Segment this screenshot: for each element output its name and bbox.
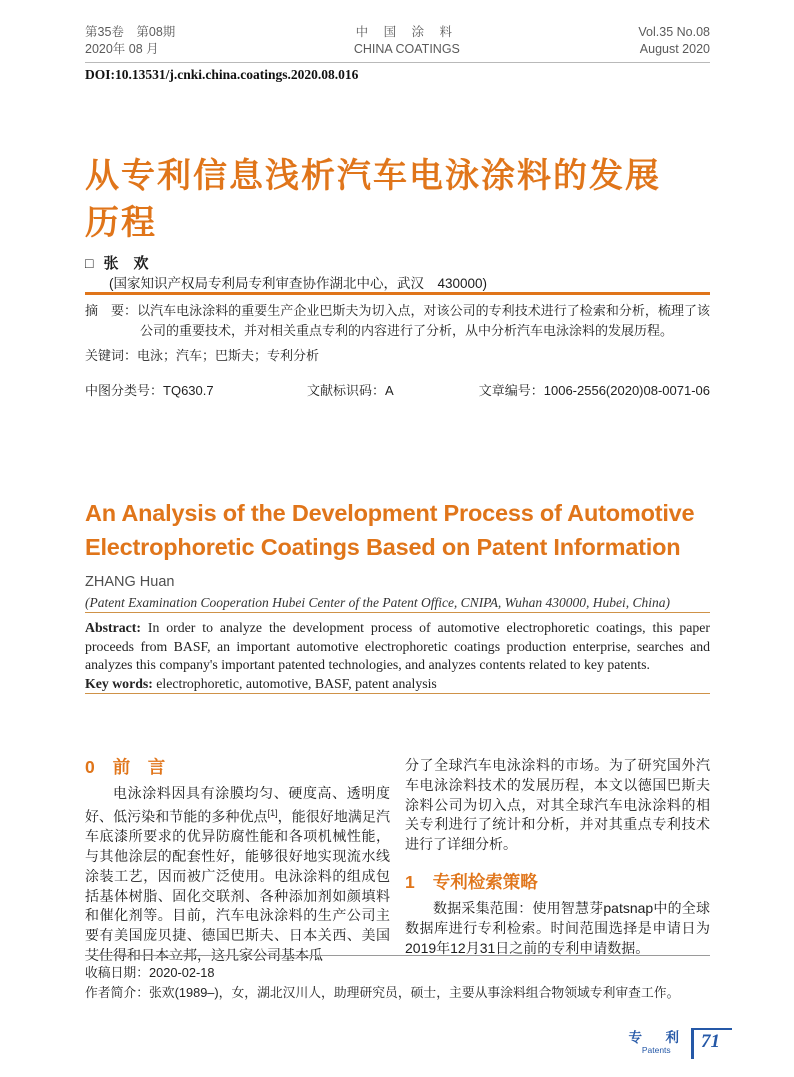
orange-rule-thick bbox=[85, 292, 710, 295]
section0-text-b: ，能很好地满足汽车底漆所要求的优异防腐性能和各项机械性能，与其他涂层的配套性好，能够很好地实现流水线涂装工艺，因而被广泛使用。电泳涂料的组成包括基体树脂、固化交联剂、各种添加剂如颜填料和催化剂等。目前，汽车电泳涂料的生产公司主要有美国庞贝捷、德国巴斯夫、日本关西、美国艾仕得和日本立邦，这几家公司基本瓜 bbox=[85, 808, 390, 964]
issue-info-en bbox=[638, 24, 710, 58]
article-id-value: 1006-2556(2020)08-0071-06 bbox=[543, 383, 710, 398]
footnote-block bbox=[85, 955, 710, 1003]
article-title-en: An Analysis of the Development Process of Automotive Electrophoretic Coatings Based on Patent Information bbox=[85, 500, 695, 560]
abstract-en bbox=[85, 619, 710, 675]
keywords-cn bbox=[85, 346, 710, 366]
clc-number bbox=[85, 381, 307, 401]
abstract-block-cn bbox=[85, 301, 710, 401]
header-divider bbox=[85, 62, 710, 63]
abstract-label-cn: 摘 要： bbox=[85, 303, 138, 318]
body-columns bbox=[85, 756, 710, 966]
doc-code-label: 文献标识码： bbox=[307, 383, 386, 398]
journal-name-cn: 中 国 涂 料 bbox=[355, 25, 459, 39]
author-marker-icon: □ bbox=[85, 254, 94, 271]
keywords-text-en: electrophoretic, automotive, BASF, patent analysis bbox=[152, 675, 437, 691]
section1-paragraph: 数据采集范围：使用智慧芽patsnap中的全球数据库进行专利检索。时间范围选择是申请日为2019年12月31日之前的专利申请数据。 bbox=[405, 899, 710, 956]
article-id bbox=[479, 381, 710, 401]
page-marker-cn: 专 利 bbox=[628, 1030, 684, 1045]
section-title-0: 前 言 bbox=[112, 757, 166, 777]
section-heading-0 bbox=[85, 756, 390, 778]
continued-paragraph: 分了全球汽车电泳涂料的市场。为了研究国外汽车电泳涂料技术的发展历程，本文以德国巴斯夫涂料公司为切入点，对其全球汽车电泳涂料的相关专利进行了统计和分析，并对其重点专利技术进行了详细分析。 bbox=[405, 757, 710, 853]
issue-date-en: August 2020 bbox=[639, 42, 710, 56]
classification-row bbox=[85, 381, 710, 401]
section-title-1: 专利检索策略 bbox=[432, 871, 538, 892]
clc-value: TQ630.7 bbox=[163, 383, 214, 398]
orange-rule-thin-bottom bbox=[85, 693, 710, 694]
right-column bbox=[405, 756, 710, 966]
affiliation-cn: (国家知识产权局专利局专利审查协作湖北中心，武汉 430000) bbox=[109, 276, 488, 291]
journal-name-en: CHINA COATINGS bbox=[353, 42, 460, 56]
keywords-en bbox=[85, 675, 710, 694]
orange-rule-thin-top bbox=[85, 612, 710, 613]
citation-ref-1: [1] bbox=[267, 807, 278, 818]
doc-code-value: A bbox=[385, 383, 394, 398]
clc-label: 中图分类号： bbox=[85, 383, 164, 398]
page-marker-en: Patents bbox=[641, 1045, 671, 1055]
page-marker bbox=[629, 1028, 733, 1059]
section-number-1: 1 bbox=[405, 871, 415, 892]
section-heading-1 bbox=[405, 871, 710, 893]
issue-vol-en: Vol.35 No.08 bbox=[638, 25, 710, 39]
section0-paragraph bbox=[85, 784, 390, 966]
page-number: 71 bbox=[701, 1031, 720, 1052]
abstract-text-cn: 以汽车电泳涂料的重要生产企业巴斯夫为切入点，对该公司的专利技术进行了检索和分析，梳理了该公司的重要技术，并对相关重点专利的内容进行了分析，从中分析汽车电泳涂料的发展历程。 bbox=[137, 303, 710, 338]
section-number-0: 0 bbox=[85, 757, 95, 777]
doc-code bbox=[307, 381, 479, 401]
keywords-text-cn: 电泳；汽车；巴斯夫；专利分析 bbox=[137, 348, 320, 363]
abstract-cn bbox=[85, 301, 710, 341]
affiliation-en: (Patent Examination Cooperation Hubei Center of the Patent Office, CNIPA, Wuhan 430000, Hubei, China) bbox=[85, 595, 671, 610]
journal-name bbox=[354, 24, 460, 58]
issue-info-cn bbox=[85, 24, 175, 58]
abstract-block-en bbox=[85, 619, 710, 693]
abstract-label-en: Abstract: bbox=[85, 620, 141, 635]
keywords-label-en: Key words: bbox=[85, 675, 153, 691]
author-bio-label: 作者简介： bbox=[85, 985, 149, 1000]
keywords-label-cn: 关键词： bbox=[85, 348, 138, 363]
journal-header bbox=[85, 24, 710, 83]
author-name-cn: 张 欢 bbox=[103, 255, 149, 272]
author-name-en: ZHANG Huan bbox=[85, 574, 175, 590]
left-column bbox=[85, 756, 390, 966]
received-date-label: 收稿日期： bbox=[85, 965, 149, 980]
received-date-value: 2020-02-18 bbox=[148, 965, 215, 980]
doi: DOI:10.13531/j.cnki.china.coatings.2020.08.016 bbox=[85, 67, 359, 82]
issue-date-cn: 2020年 08 月 bbox=[85, 42, 159, 56]
author-line-cn bbox=[85, 252, 710, 273]
received-date-line bbox=[85, 963, 710, 983]
page-marker-labels bbox=[629, 1028, 685, 1055]
author-bio-text: 张欢(1989–)，女，湖北汉川人，助理研究员，硕士，主要从事涂料组合物领域专利审查工作。 bbox=[148, 985, 680, 1000]
page-number-bracket bbox=[691, 1028, 732, 1059]
author-bio-line bbox=[85, 983, 710, 1003]
abstract-text-en: In order to analyze the development process of automotive electrophoretic coatings, this paper proceeds from BASF, an important automotive electrophoretic coatings production enterprise, searches and analyzes this company's important patented technologies, and analyzes contents related to key patents. bbox=[85, 620, 710, 672]
section0-text-a: 电泳涂料因具有涂膜均匀、硬度高、透明度好、低污染和节能的多种优点 bbox=[85, 785, 390, 825]
issue-vol-cn: 第35卷 第08期 bbox=[85, 25, 176, 39]
article-title-cn: 从专利信息浅析汽车电泳涂料的发展历程 bbox=[85, 157, 661, 242]
article-id-label: 文章编号： bbox=[478, 383, 544, 398]
